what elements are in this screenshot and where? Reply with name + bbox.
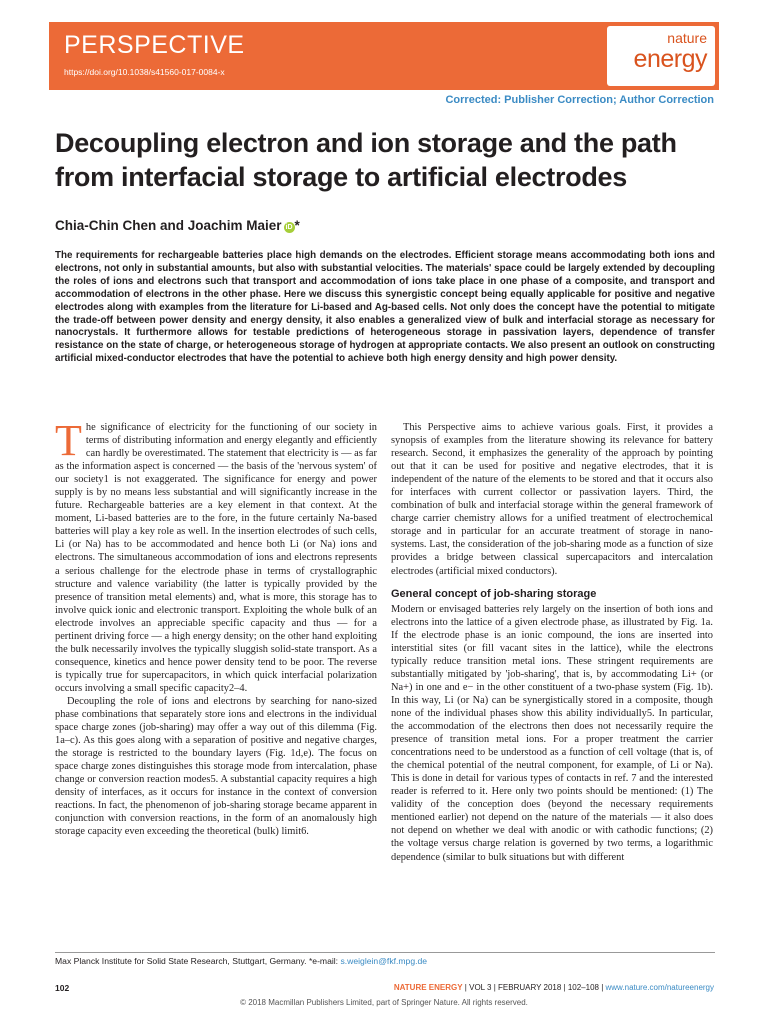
author-list bbox=[55, 218, 300, 233]
body-paragraph: This Perspective aims to achieve various goals. First, it provides a synopsis of examples from the literature showing its relevance for battery research. Second, it emphasizes the generality of the approach by pointing out that it can be used for positive and negative electrodes, that it is independent of the nature of the elements to be stored and that it occurs also for interfaces with current collector or passivation layers. Third, the combination of bulk and interfacial storage within the general framework of charge carrier chemistry allows for a unified treatment of electrochemical storage and in particular for an accurate treatment of storage in nano-systems. Last, the consideration of the job-sharing mode as a function of size provides a bridge between classical supercapacitors and intercalation electrodes (artificial mixed conductors). bbox=[391, 422, 713, 577]
abstract: The requirements for rechargeable batteries place high demands on the electrodes. Efficient storage means accommodating both ions and electrons, not only in substantial amounts, but also with substantial velocities. The materials' space could be largely extended by decoupling the roles of ions and electrons such that transport and accommodation of ions take place in one phase of a composite, and transport and accommodation of electrons in the other phase. Here we discuss this synergistic concept being equally applicable for positive and negative electrodes along with examples from the literature for Li-based and Ag-based cells. Not only does the concept have the potential to mitigate the trade-off between power density and energy density, it also enables a generalized view of bulk and interfacial storage as necessary for nanocrystals. It furthermore allows for testable predictions of heterogeneous storage in passivation layers, dependence of transfer resistance on the state of charge, or heterogeneous storage of hydrogen at appropriate contacts. We also present an outlook on constructing artificial mixed-conductor electrodes that have the potential to achieve both high energy density and high power density. bbox=[55, 250, 715, 365]
section-heading: General concept of job-sharing storage bbox=[391, 587, 597, 600]
journal-url[interactable]: www.nature.com/natureenergy bbox=[605, 983, 714, 992]
corresponding-author-mark: * bbox=[294, 218, 300, 233]
copyright: © 2018 Macmillan Publishers Limited, part of Springer Nature. All rights reserved. bbox=[240, 998, 528, 1007]
header-banner bbox=[49, 22, 719, 90]
paragraph-text: he significance of electricity for the functioning of our society in terms of distributing information and energy elegantly and efficiently can hardly be overestimated. The statement that electricity is — as far as the information aspect is concerned — the basis of the 'nervous system' of our society1 is not exaggerated. The significance for energy and power supply is by no means less substantial and will significantly increase in the future. Rechargeable batteries are a key element in that context. At the moment, Li-based batteries are to the fore, in the future certainly Na-based batteries will play a key role as well. In the insertion electrodes of such cells, Li (or Na) has to be accommodated and hence both Li (or Na) ions and electrons. The simultaneous accommodation of ions and electrons represents a serious challenge for the electrode phase in terms of crystallographic structure and valence variability (the latter is typically provided by the presence of transition metal elements) and, what is more, this storage has to involve quick ionic and electronic transport. Exploiting the whole bulk of an electrode involves an appreciable specific capacity and thus — for a pertinent driving force — a high energy density; on the other hand exploiting the bulk necessarily involves the typically sluggish solid-state transport. As a consequence, kinetics and hence power density tend to be poor. The reverse is typically true for supercapacitors, in which quick interfacial polarization occurs involving a small specific capacity2–4. bbox=[55, 422, 377, 694]
author-names[interactable]: Chia-Chin Chen and Joachim Maier bbox=[55, 218, 282, 233]
affiliation-text: Max Planck Institute for Solid State Research, Stuttgart, Germany. *e-mail: bbox=[55, 956, 341, 966]
journal-logo bbox=[607, 26, 715, 86]
body-paragraph bbox=[55, 416, 377, 695]
doi-link[interactable]: https://doi.org/10.1038/s41560-017-0084-x bbox=[64, 67, 225, 77]
body-column-right bbox=[391, 421, 713, 864]
correction-notice[interactable]: Corrected: Publisher Correction; Author Correction bbox=[445, 94, 714, 106]
body-column-left bbox=[55, 416, 377, 839]
footer-divider bbox=[55, 952, 715, 953]
body-paragraph: Decoupling the role of ions and electrons by searching for nano-sized phase combinations that separately store ions and electrons in the individual space charge zones (job-sharing) may offer a way out of this dilemma (Fig. 1a–c). As this goes along with a separation of positive and negative charges, the storage is restricted to the boundary layers (Fig. 1d,e). The focus on space charge zones distinguishes this storage mode from intercalation, phase change or conversion reaction modes5. A substantial capacity requires a high density of interfaces, as it occurs for instance in the context of conversion reactions. In fact, the phenomenon of job-sharing storage became apparent in conjunction with conversion reactions, in the form of an anomalously high storage capacity even exceeding the theoretical (bulk) limit6. bbox=[55, 695, 377, 838]
drop-cap: T bbox=[55, 416, 82, 465]
article-title: Decoupling electron and ion storage and the path from interfacial storage to artificial electrodes bbox=[55, 128, 677, 192]
journal-info: | VOL 3 | FEBRUARY 2018 | 102–108 | bbox=[462, 983, 606, 992]
page-number: 102 bbox=[55, 983, 70, 993]
journal-name: NATURE ENERGY bbox=[393, 983, 463, 992]
logo-energy: energy bbox=[633, 45, 707, 73]
body-paragraph: Modern or envisaged batteries rely largely on the insertion of both ions and electrons into the lattice of a given electrode phase, as illustrated by Fig. 1a. If the electrode phase is an ionic compound, the ions are inserted into interstitial sites (or fill vacant sites in the lattice), while the electrons typically reduce transition metal ions. These stringent requirements are substantially mitigated by 'job-sharing', that is, by accommodating Li+ (or Na+) in one and e− in the other constituent of a two-phase system (Fig. 1b). In this way, Li (or Na) can be synergistically stored in a composite, though none of the individual phases show this ability individually5. In particular, the accommodation of the electrons then does not necessarily require the presence of transition metal ions. For a proper treatment the carrier concentrations need to be understood as a function of cell voltage (that is, of the chemical potential of the neutral component, for example, of Li or Na). This is done in detail for various types of contacts in ref. 7 and the interested reader is referred to it. Here only two points should be mentioned: (1) The validity of the conception does (beyond the necessary requirements mentioned earlier) not depend on the nature of the materials — it also does not depend on whether we deal with anodic or with cathodic functions; (2) the voltage versus charge relation is governed by two terms, a logarithmic dependence (similar to bulk situations but with different bbox=[391, 603, 713, 863]
article-type-label: PERSPECTIVE bbox=[64, 31, 245, 59]
affiliation bbox=[55, 956, 427, 966]
orcid-icon[interactable]: iD bbox=[285, 224, 293, 231]
journal-citation bbox=[394, 983, 714, 992]
logo-nature: nature bbox=[667, 30, 707, 46]
email-link[interactable]: s.weiglein@fkf.mpg.de bbox=[340, 956, 428, 966]
